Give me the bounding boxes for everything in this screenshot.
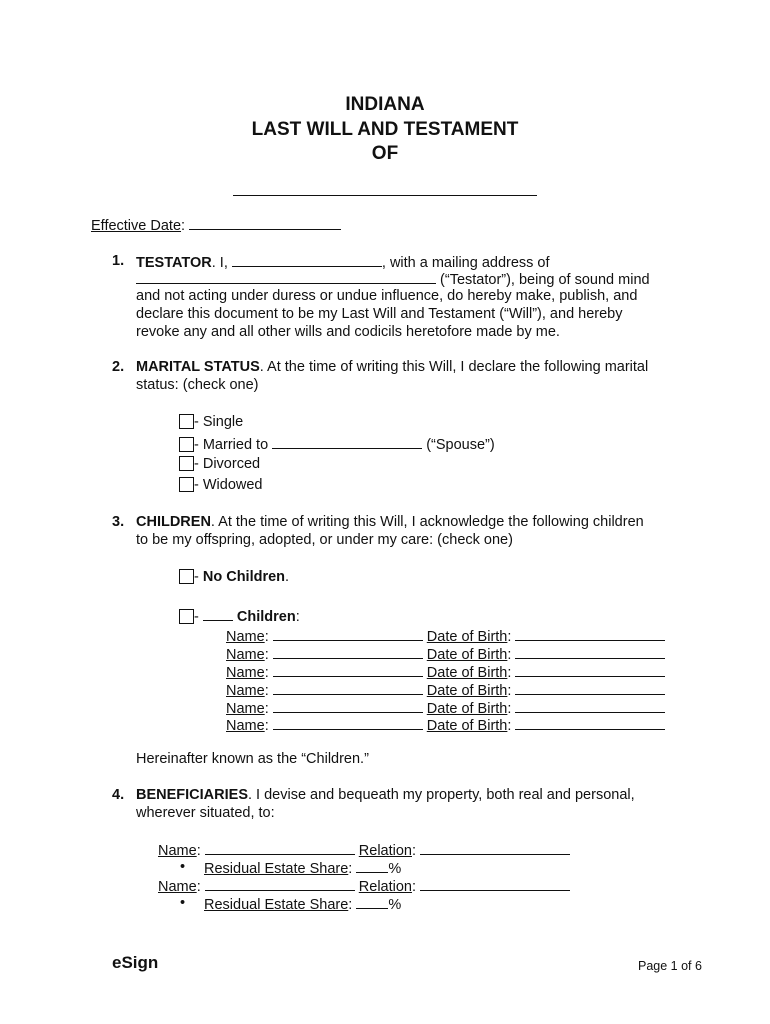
- child-name-blank[interactable]: [273, 716, 423, 730]
- beneficiary-relation-blank[interactable]: [420, 877, 570, 891]
- marital-option-divorced: - Divorced: [179, 456, 260, 472]
- section-3-line-2: to be my offspring, adopted, or under my care: (check one): [136, 532, 513, 548]
- child-dob-blank[interactable]: [515, 681, 665, 695]
- section-4-heading: BENEFICIARIES: [136, 787, 248, 803]
- child-name-blank[interactable]: [273, 627, 423, 641]
- child-dob-blank[interactable]: [515, 627, 665, 641]
- section-1-line-2: (“Testator”), being of sound mind: [136, 270, 650, 288]
- child-dob-blank[interactable]: [515, 645, 665, 659]
- doc-title-of: OF: [371, 143, 399, 164]
- esign-logo: eSign: [112, 953, 159, 972]
- section-2-heading: MARITAL STATUS: [136, 359, 260, 375]
- children-option: - Children:: [179, 607, 300, 625]
- children-checkbox[interactable]: [179, 609, 194, 624]
- child-dob-blank[interactable]: [515, 716, 665, 730]
- mailing-address-blank[interactable]: [136, 270, 436, 284]
- doc-state-title: INDIANA: [345, 94, 425, 115]
- doc-title: LAST WILL AND TESTAMENT: [251, 119, 519, 140]
- section-2-line-1: MARITAL STATUS. At the time of writing this Will, I declare the following marital: [136, 359, 649, 375]
- child-name-blank[interactable]: [273, 663, 423, 677]
- children-count-blank[interactable]: [203, 607, 233, 621]
- child-name-blank[interactable]: [273, 645, 423, 659]
- bullet-icon: •: [180, 895, 186, 911]
- child-dob-blank[interactable]: [515, 663, 665, 677]
- child-row: Name: Date of Birth:: [226, 645, 665, 663]
- marital-option-married: - Married to (“Spouse”): [179, 435, 495, 453]
- child-row: Name: Date of Birth:: [226, 681, 665, 699]
- residual-share-blank[interactable]: [356, 859, 388, 873]
- no-children-checkbox[interactable]: [179, 569, 194, 584]
- effective-date-row: Effective Date:: [91, 216, 341, 234]
- child-row: Name: Date of Birth:: [226, 699, 665, 717]
- section-3-line-1: CHILDREN. At the time of writing this Will, I acknowledge the following children: [136, 514, 644, 530]
- child-row: Name: Date of Birth:: [226, 663, 665, 681]
- section-1-number: 1.: [112, 253, 125, 269]
- beneficiary-name-blank[interactable]: [205, 841, 355, 855]
- effective-date-label: Effective Date: [91, 218, 182, 234]
- section-1-line-3: and not acting under duress or undue influence, do hereby make, publish, and: [136, 288, 638, 304]
- widowed-checkbox[interactable]: [179, 477, 194, 492]
- single-checkbox[interactable]: [179, 414, 194, 429]
- bullet-icon: •: [180, 859, 186, 875]
- beneficiary-relation-blank[interactable]: [420, 841, 570, 855]
- beneficiary-row: Name: Relation:: [158, 877, 570, 895]
- page-number: Page 1 of 6: [638, 959, 702, 973]
- section-1-line-4: declare this document to be my Last Will and Testament (“Will”), and hereby: [136, 306, 623, 322]
- marital-option-widowed: - Widowed: [179, 477, 263, 493]
- child-name-blank[interactable]: [273, 699, 423, 713]
- section-4-number: 4.: [112, 787, 125, 803]
- child-name-blank[interactable]: [273, 681, 423, 695]
- child-row: Name: Date of Birth:: [226, 716, 665, 734]
- spouse-name-blank[interactable]: [272, 435, 422, 449]
- beneficiary-name-blank[interactable]: [205, 877, 355, 891]
- section-3-heading: CHILDREN: [136, 514, 211, 530]
- section-1-heading: TESTATOR: [136, 255, 212, 271]
- residual-share-row: Residual Estate Share: %: [204, 861, 402, 877]
- section-2-number: 2.: [112, 359, 125, 375]
- divorced-checkbox[interactable]: [179, 456, 194, 471]
- section-1-line-5: revoke any and all other wills and codicils heretofore made by me.: [136, 324, 560, 340]
- beneficiary-row: Name: Relation:: [158, 841, 570, 859]
- testator-name-blank[interactable]: [233, 181, 537, 196]
- section-2-line-2: status: (check one): [136, 377, 259, 393]
- child-row: Name: Date of Birth:: [226, 627, 665, 645]
- section-3-number: 3.: [112, 514, 125, 530]
- children-known-as: Hereinafter known as the “Children.”: [136, 751, 369, 767]
- residual-share-blank[interactable]: [356, 895, 388, 909]
- testator-blank[interactable]: [232, 253, 382, 267]
- section-1-line-1: TESTATOR. I, , with a mailing address of: [136, 255, 550, 271]
- child-dob-blank[interactable]: [515, 699, 665, 713]
- effective-date-blank[interactable]: [189, 216, 341, 230]
- section-4-line-2: wherever situated, to:: [136, 805, 275, 821]
- section-4-line-1: BENEFICIARIES. I devise and bequeath my property, both real and personal,: [136, 787, 635, 803]
- residual-share-row: Residual Estate Share: %: [204, 897, 402, 913]
- marital-option-single: - Single: [179, 414, 243, 430]
- married-checkbox[interactable]: [179, 437, 194, 452]
- no-children-option: - No Children.: [179, 569, 289, 585]
